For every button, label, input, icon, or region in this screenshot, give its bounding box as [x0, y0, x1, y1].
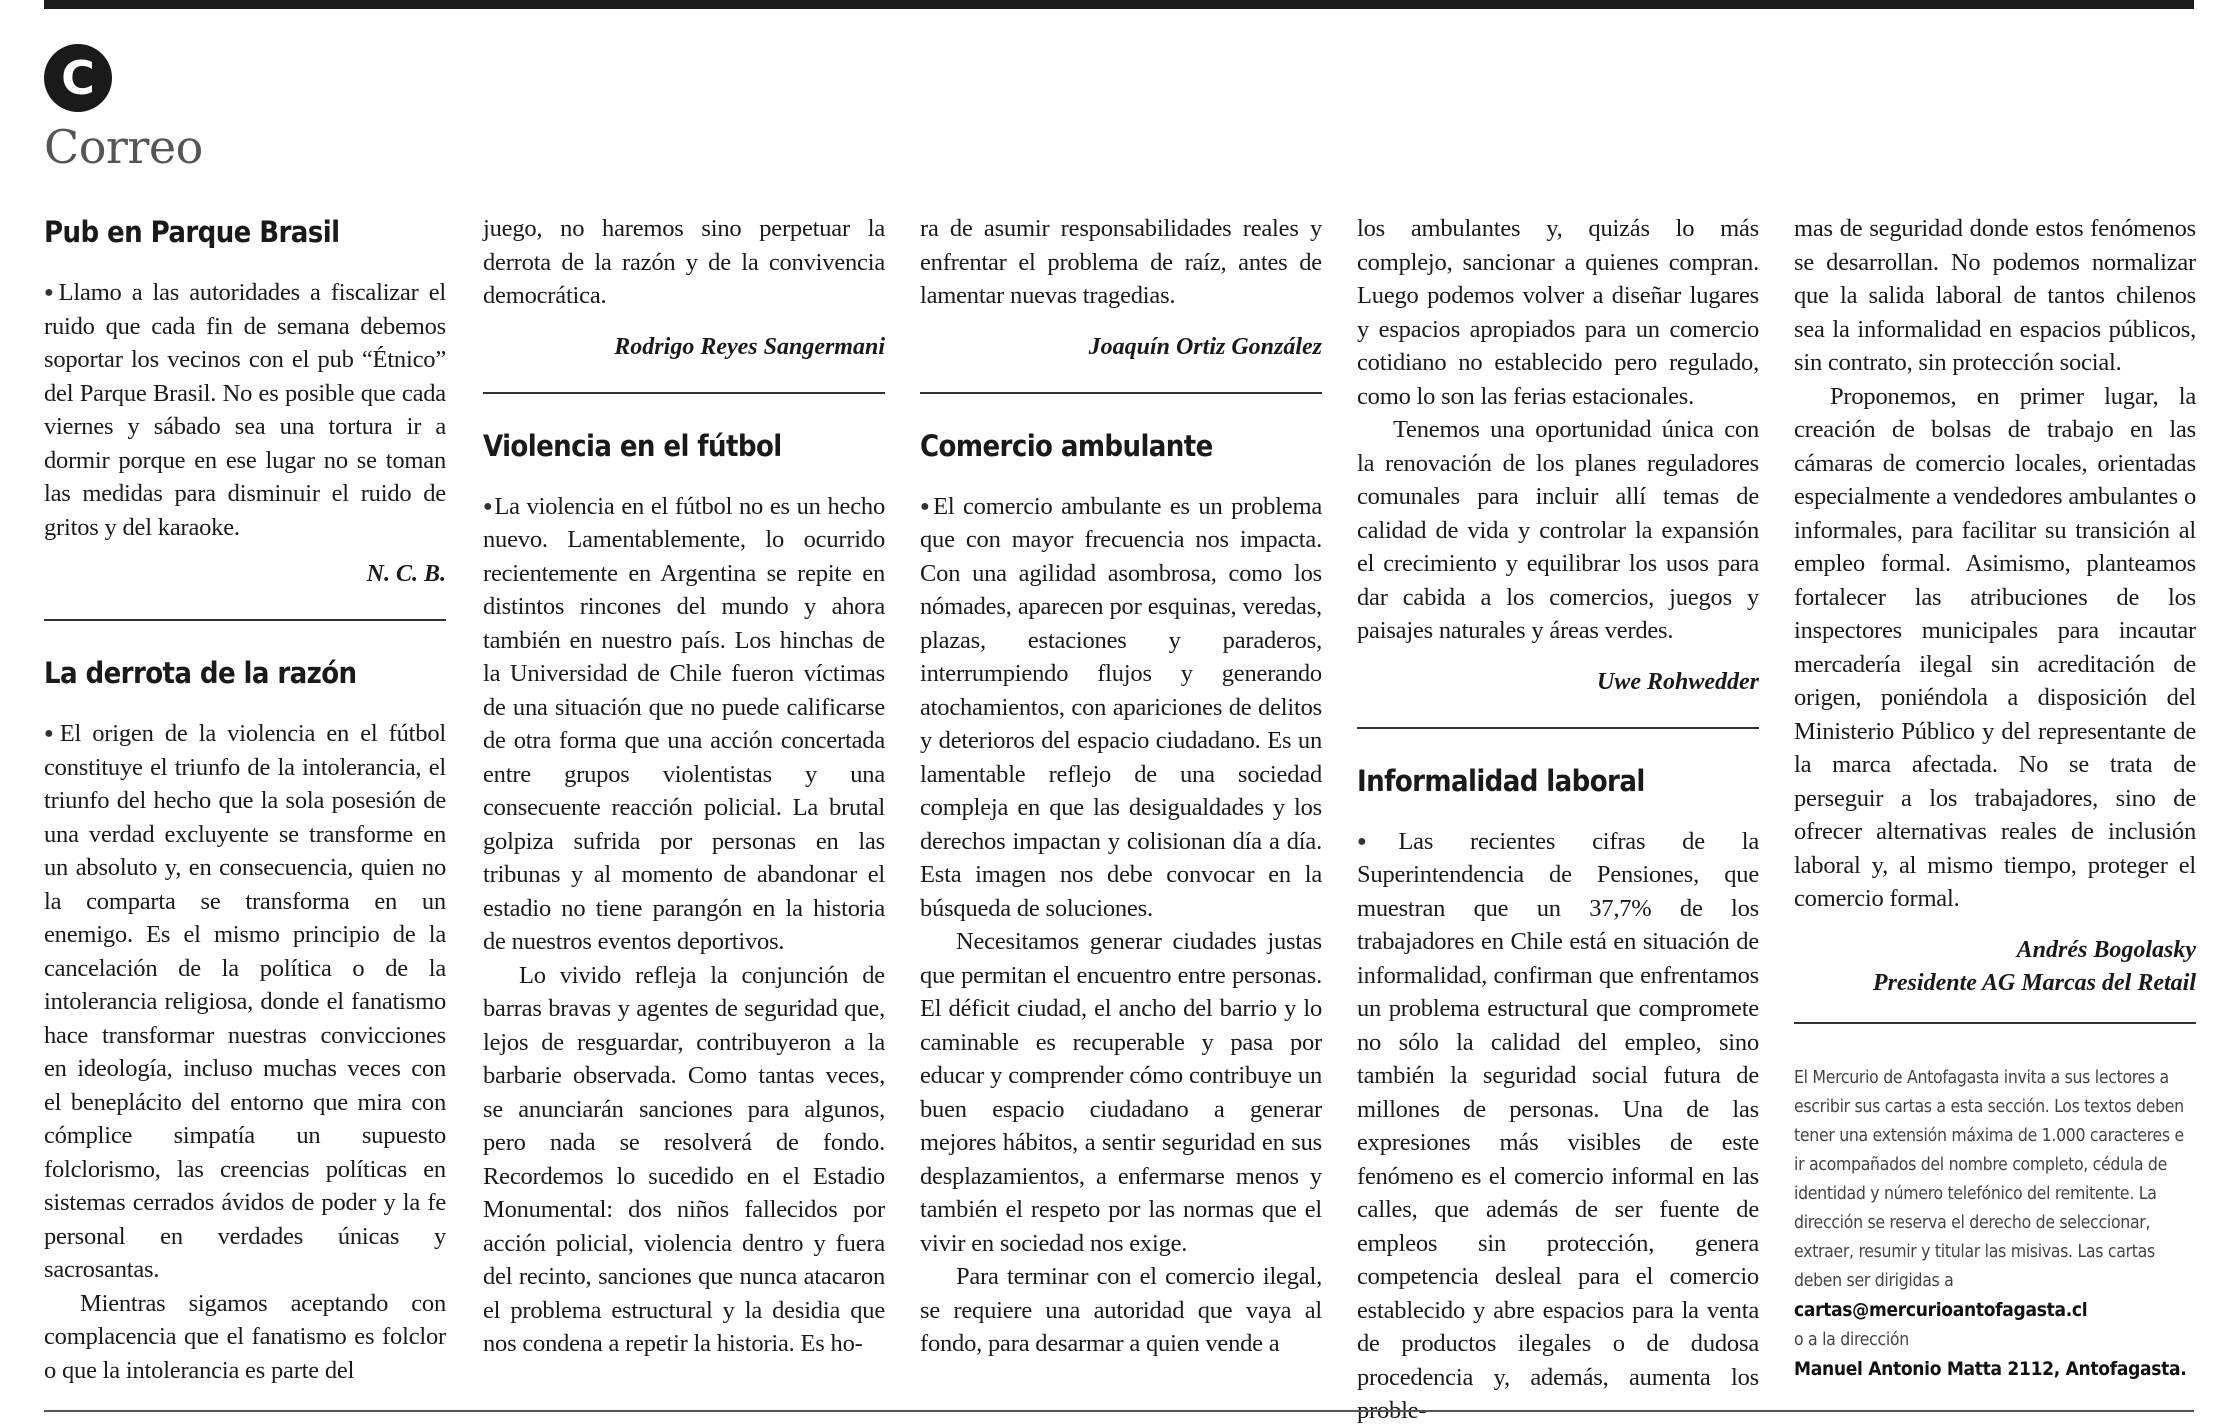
letter-title: Violencia en el fútbol	[483, 428, 782, 463]
letter-signature: Joaquín Ortiz González	[1088, 333, 1322, 360]
section-logo-icon: C	[44, 44, 112, 112]
letter-body: Proponemos, en primer lugar, la creación de bolsas de trabajo en las cámaras de comercio locales, orientadas especialmente a vendedores ambulantes o informales, para facilitar su transición al empleo formal. Asimismo, planteamos fortalecer las atribuciones de los inspectores municipales para incautar mercadería ilegal sin acreditación de origen, poniéndola a disposición del Ministerio Público y del representante de la marca afectada. No se trata de perseguir a los trabajadores, sino de ofrecer alternativas reales de inclusión laboral y, al mismo tiempo, proteger el comercio formal.	[1794, 382, 2196, 912]
submission-note: El Mercurio de Antofagasta invita a sus lectores a escribir sus cartas a esta sección. Los textos deben tener una extensión máxima de 1.000 caracteres e ir acompañados del nombre completo, cédula de identidad y número telefónico del remitente. La dirección se reserva el derecho de seleccionar, extraer, resumir y titular las misivas. Las cartas deben ser dirigidas a cartas@mercurioantofagasta.cl o a la dirección Manuel Antonio Matta 2112, Antofagasta.	[1794, 1067, 2187, 1380]
letter-body: ● La violencia en el fútbol no es un hecho nuevo. Lamentablemente, lo ocurrido recientemente en Argentina se repite en distintos rincones del mundo y ahora también en nuestro país. Los hinchas de la Universidad de Chile fueron víctimas de una situación que no puede calificarse de otra forma que una acción concertada entre grupos violentistas y una consecuente reacción policial. La brutal golpiza sufrida por personas en las tribunas y al momento de abandonar el estadio no tiene parangón en la historia de nuestros eventos deportivos.	[483, 490, 885, 959]
letter-title: Informalidad laboral	[1357, 763, 1645, 798]
letter-body: los ambulantes y, quizás lo más complejo, sancionar a quienes compran. Luego podemos volver a diseñar lugares y espacios apropiados para un comercio cotidiano no establecido pero regulado, como lo son las ferias estacionales.	[1357, 215, 1759, 410]
contact-email[interactable]: cartas@mercurioantofagasta.cl	[1794, 1298, 2088, 1321]
letter-signature: Rodrigo Reyes Sangermani	[614, 333, 885, 360]
letter-body: Mientras sigamos aceptando con complacencia que el fanatismo es folclor o que la intolerancia es parte del	[44, 1289, 446, 1384]
bullet-icon	[920, 493, 933, 520]
column-1	[44, 212, 446, 1392]
letter-signature: Andrés Bogolasky	[2016, 936, 2196, 963]
letter-body: ra de asumir responsabilidades reales y enfrentar el problema de raíz, antes de lamentar nuevas tragedias.	[920, 215, 1322, 309]
letter-body: juego, no haremos sino perpetuar la derrota de la razón y de la convivencia democrática.	[483, 215, 885, 309]
letter-body: Lo vivido refleja la conjunción de barras bravas y agentes de seguridad que, lejos de resguardar, contribuyeron a la barbarie observada. Como tantas veces, se anunciarán sanciones para algunos, pero nada se resolverá de fondo. Recordemos lo sucedido en el Estadio Monumental: dos niños fallecidos por acción policial, violencia dentro y fuera del recinto, sanciones que nunca atacaron el problema estructural y la desidia que nos condena a repetir la historia. Es ho-	[483, 961, 885, 1357]
contact-address: Manuel Antonio Matta 2112, Antofagasta.	[1794, 1357, 2187, 1380]
letter-body: ● El comercio ambulante es un problema que con mayor frecuencia nos impacta. Con una agilidad asombrosa, como los nómades, aparecen por esquinas, veredas, plazas, estaciones y paraderos, interrumpiendo flujos y generando atochamientos, con apariciones de delitos y deterioros del espacio ciudadano. Es un lamentable reflejo de una sociedad compleja en que las desigualdades y los derechos impactan y colisionan día a día. Esta imagen nos debe convocar en la búsqueda de soluciones.	[920, 490, 1322, 926]
letter-body: ● Llamo a las autoridades a fiscalizar el ruido que cada fin de semana debemos soportar los vecinos con el pub “Étnico” del Parque Brasil. No es posible que cada viernes y sábado sea una tortura ir a dormir porque en ese lugar no se toman las medidas para disminuir el ruido de gritos y del karaoke.	[44, 276, 446, 544]
letter-body: ● Las recientes cifras de la Superintendencia de Pensiones, que muestran que un 37,7% de los trabajadores en Chile está en situación de informalidad, confirman que enfrentamos un problema estructural que compromete no sólo la calidad del empleo, sino también la seguridad social futura de millones de personas. Una de las expresiones más visibles de este fenómeno es el comercio informal en las calles, que además de ser fuente de empleos sin protección, genera competencia desleal para el comercio establecido y abre espacios para la venta de productos ilegales o de dudosa procedencia y, además, aumenta los proble-	[1357, 825, 1759, 1428]
letter-title: Pub en Parque Brasil	[44, 215, 340, 249]
top-rule	[44, 0, 2194, 9]
letter-signature: Uwe Rohwedder	[1597, 668, 1759, 695]
letter-body: Necesitamos generar ciudades justas que permitan el encuentro entre personas. El déficit ciudad, el ancho del barrio y lo caminable es recuperable y pasa por educar y comprender cómo contribuye un buen espacio ciudadano a generar mejores hábitos, a sentir seguridad en sus desplazamientos, a enfermarse menos y también el respeto por las normas que el vivir en sociedad nos exige.	[920, 928, 1322, 1257]
letter-signature-role: Presidente AG Marcas del Retail	[1872, 969, 2196, 996]
column-3	[920, 212, 1322, 1392]
letter-title: Comercio ambulante	[920, 428, 1213, 463]
section-title: Correo	[44, 120, 203, 174]
letter-body: Para terminar con el comercio ilegal, se requiere una autoridad que vaya al fondo, para desarmar a quien vende a	[920, 1263, 1322, 1357]
column-4	[1357, 212, 1759, 1424]
bottom-rule	[44, 1410, 2194, 1412]
bullet-icon	[44, 720, 60, 747]
column-5	[1794, 212, 2196, 1392]
column-2	[483, 212, 885, 1392]
bullet-icon	[483, 493, 494, 520]
bullet-icon	[44, 279, 59, 306]
letter-body: mas de seguridad donde estos fenómenos se desarrollan. No podemos normalizar que la salida laboral de tantos chilenos sea la informalidad en espacios públicos, sin contrato, sin protección social.	[1794, 215, 2196, 376]
letter-signature: N. C. B.	[366, 561, 446, 587]
letter-body: ● El origen de la violencia en el fútbol constituye el triunfo de la intolerancia, el triunfo del hecho que la sola posesión de una verdad excluyente se transforme en un absoluto y, en consecuencia, quien no la comparta se transforma en un enemigo. Es el mismo principio de la cancelación de la política o de la intolerancia religiosa, donde el fanatismo hace transformar nuestras convicciones en ideología, incluso muchas veces con el beneplácito del entorno que mira con cómplice simpatía un supuesto folclorismo, las creencias políticas en sistemas cerrados ávidos de poder y la fe personal en verdades únicas y sacrosantas.	[44, 717, 446, 1287]
letter-title: La derrota de la razón	[44, 656, 357, 690]
bullet-icon	[1357, 828, 1398, 855]
letter-body: Tenemos una oportunidad única con la renovación de los planes reguladores comunales para incluir allí temas de calidad de vida y controlar la expansión el crecimiento y equilibrar los usos para dar cabida a los comercios, juegos y paisajes naturales y áreas verdes.	[1357, 416, 1759, 644]
